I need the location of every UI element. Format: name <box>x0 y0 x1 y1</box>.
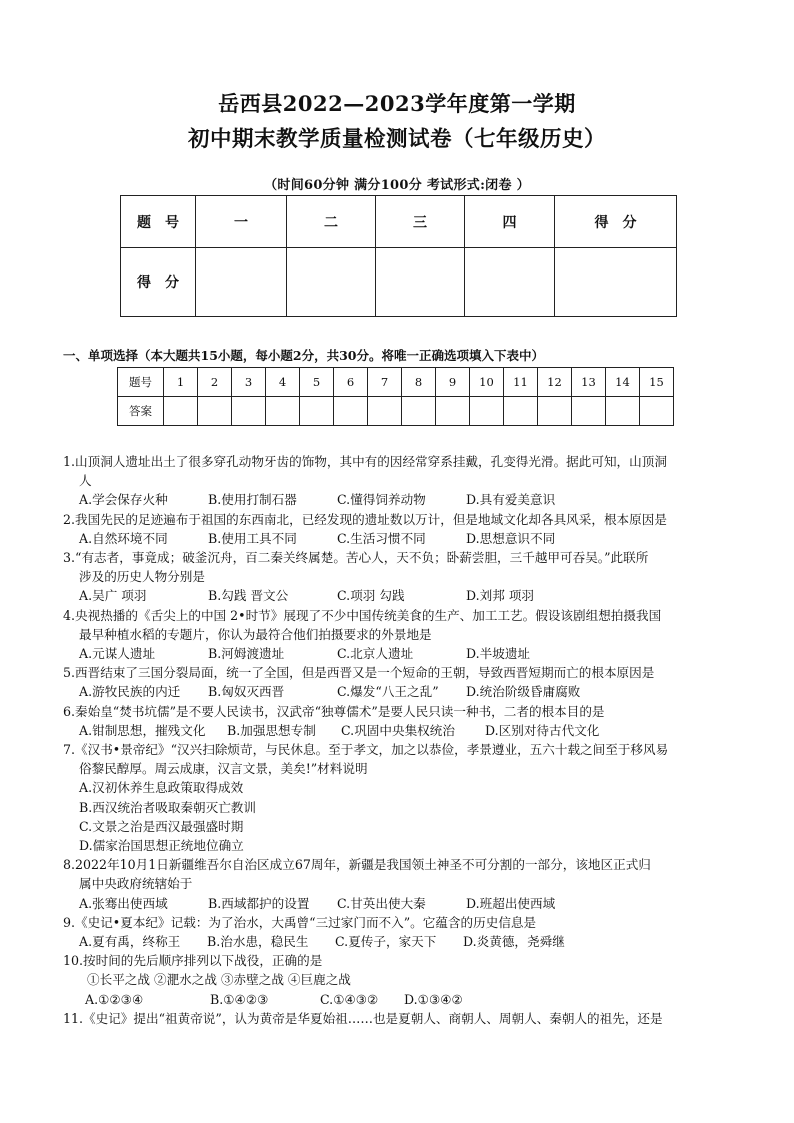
answer-cell[interactable] <box>232 397 266 426</box>
option-a[interactable]: A.元谋人遗址 <box>79 646 156 662</box>
option-b[interactable]: B.匈奴灭西晋 <box>208 684 285 700</box>
answer-row-answer-label: 答案 <box>118 397 164 426</box>
answer-number: 3 <box>232 368 266 397</box>
answer-table <box>117 367 674 426</box>
answer-number: 15 <box>640 368 674 397</box>
option-c[interactable]: C.①④③② <box>320 991 379 1007</box>
answer-number: 11 <box>504 368 538 397</box>
answer-cell[interactable] <box>640 397 674 426</box>
exam-title-line2: 初中期末教学质量检测试卷（七年级历史） <box>187 127 606 152</box>
option-d[interactable]: D.儒家治国思想正统地位确立 <box>79 838 244 854</box>
answer-number: 6 <box>334 368 368 397</box>
question-stem: 2.我国先民的足迹遍布于祖国的东西南北，已经发现的遗址数以万计，但是地域文化却各具风采，根本原因是 <box>63 511 667 527</box>
question-options <box>63 682 735 701</box>
option-a[interactable]: A.张骞出使西域 <box>79 895 168 911</box>
option-d[interactable]: D.炎黄德，尧舜继 <box>463 934 565 950</box>
question-stem-cont: 俗黎民醇厚。周云成康，汉言文景，美矣!”材料说明 <box>79 761 368 777</box>
option-d[interactable]: D.具有爱美意识 <box>466 492 556 508</box>
question-items: ①长平之战 ②淝水之战 ③赤壁之战 ④巨鹿之战 <box>87 972 351 988</box>
question-stem: 6.秦始皇“焚书坑儒”是不要人民读书，汉武帝“独尊儒术”是要人民只读一种书，二者的根本目的是 <box>63 703 605 719</box>
answer-number: 7 <box>368 368 402 397</box>
answer-number: 14 <box>606 368 640 397</box>
option-a[interactable]: A.夏有禹，终称王 <box>79 934 181 950</box>
question-stem-cont: 最早种植水稻的专题片，你认为最符合他们拍摄要求的外景地是 <box>79 626 432 642</box>
question-options <box>63 586 735 605</box>
question-options <box>63 932 735 951</box>
answer-cell[interactable] <box>368 397 402 426</box>
option-d[interactable]: D.班超出使西域 <box>466 895 556 911</box>
answer-row-number-label: 题号 <box>118 368 164 397</box>
option-c[interactable]: C.懂得饲养动物 <box>337 492 426 508</box>
score-header-part1: 一 <box>196 196 287 248</box>
option-d[interactable]: D.区别对待古代文化 <box>485 722 600 738</box>
option-d[interactable]: D.统治阶级昏庸腐败 <box>466 684 581 700</box>
score-cell[interactable] <box>376 248 465 317</box>
option-a[interactable]: A.游牧民族的内迁 <box>79 684 181 700</box>
score-header-label: 题 号 <box>121 196 196 248</box>
option-b[interactable]: B.西域都护的设置 <box>208 895 310 911</box>
question-stem: 1.山顶洞人遗址出土了很多穿孔动物牙齿的饰物，其中有的因经常穿系挂戴，孔变得光滑。据此可知，山顶洞 <box>63 454 667 469</box>
question-stem: 11.《史记》提出“祖黄帝说”，认为黄帝是华夏始祖……也是夏朝人、商朝人、周朝人、秦朝人的祖先，还是 <box>63 1010 663 1026</box>
answer-number: 12 <box>538 368 572 397</box>
question-options <box>63 644 735 663</box>
option-d[interactable]: D.思想意识不同 <box>466 530 556 546</box>
option-a[interactable]: A.汉初休养生息政策取得成效 <box>79 780 244 796</box>
question-options <box>63 490 735 509</box>
option-b[interactable]: B.使用打制石器 <box>208 492 297 508</box>
question-7 <box>63 740 735 855</box>
score-cell[interactable] <box>555 248 677 317</box>
answer-number: 8 <box>402 368 436 397</box>
question-stem-cont: 涉及的历史人物分别是 <box>79 569 205 585</box>
option-c[interactable]: C.甘英出使大秦 <box>337 895 426 911</box>
answer-number: 5 <box>300 368 334 397</box>
answer-cell[interactable] <box>436 397 470 426</box>
option-c[interactable]: C.项羽 勾践 <box>337 588 405 604</box>
option-c[interactable]: C.生活习惯不同 <box>337 530 426 546</box>
question-stem-cont: 人 <box>79 473 92 489</box>
score-table <box>120 195 677 317</box>
question-options <box>63 894 735 913</box>
option-a[interactable]: A.自然环境不同 <box>79 530 168 546</box>
question-5 <box>63 663 735 701</box>
answer-number: 9 <box>436 368 470 397</box>
question-stem: 9.《史记•夏本纪》记载：为了治水，大禹曾“三过家门而不入”。它蕴含的历史信息是 <box>63 914 537 930</box>
answer-number: 10 <box>470 368 504 397</box>
question-8 <box>63 855 735 913</box>
question-options <box>63 778 735 855</box>
question-stem: 3.“有志者，事竟成；破釜沉舟，百二秦关终属楚。苦心人，天不负；卧薪尝胆，三千越甲可吞吴。”此联所 <box>63 550 649 566</box>
answer-number: 1 <box>164 368 198 397</box>
question-stem: 10.按时间的先后顺序排列以下战役，正确的是 <box>63 953 323 969</box>
score-cell[interactable] <box>196 248 287 317</box>
option-d[interactable]: D.①③④② <box>404 991 463 1007</box>
score-header-total: 得 分 <box>555 196 677 248</box>
question-stem: 4.央视热播的《舌尖上的中国 2•时节》展现了不少中国传统美食的生产、加工工艺。假设该剧组想拍摄我国 <box>63 607 662 623</box>
score-cell[interactable] <box>287 248 376 317</box>
score-cell[interactable] <box>465 248 555 317</box>
option-b[interactable]: B.河姆渡遗址 <box>208 646 285 662</box>
option-c[interactable]: C.爆发“八王之乱” <box>337 684 439 700</box>
question-11 <box>63 1009 735 1028</box>
option-d[interactable]: D.刘邦 项羽 <box>466 588 535 604</box>
answer-cell[interactable] <box>402 397 436 426</box>
section1-heading: 一、单项选择（本大题共15小题，每小题2分，共30分。将唯一正确选项填入下表中） <box>63 348 544 363</box>
answer-cell[interactable] <box>198 397 232 426</box>
option-b[interactable]: B.使用工具不同 <box>208 530 297 546</box>
question-stem: 7.《汉书•景帝纪》“汉兴扫除烦苛，与民休息。至于孝文，加之以恭俭，孝景遵业，五六十载之间至于移风易 <box>63 742 669 758</box>
question-9 <box>63 913 735 951</box>
exam-title-line1: 岳西县2022—2023学年度第一学期 <box>218 91 576 116</box>
question-10 <box>63 951 735 1009</box>
question-4 <box>63 606 735 664</box>
option-c[interactable]: C.夏传子，家天下 <box>335 934 437 950</box>
option-a[interactable]: A.学会保存火种 <box>79 492 168 508</box>
option-b[interactable]: B.加强思想专制 <box>227 722 316 738</box>
score-header-part4: 四 <box>465 196 555 248</box>
option-b[interactable]: B.西汉统治者吸取秦朝灭亡教训 <box>79 799 256 815</box>
question-options <box>63 721 735 740</box>
answer-cell[interactable] <box>504 397 538 426</box>
option-b[interactable]: B.勾践 晋文公 <box>208 588 289 604</box>
score-header-part2: 二 <box>287 196 376 248</box>
question-2 <box>63 510 735 548</box>
question-stem-cont: 属中央政府统辖始于 <box>79 876 193 892</box>
score-row-label: 得 分 <box>121 248 196 317</box>
option-c[interactable]: C.文景之治是西汉最强盛时期 <box>79 818 244 834</box>
question-options <box>63 990 735 1009</box>
question-options <box>63 529 735 548</box>
exam-info: （时间60分钟 满分100分 考试形式:闭卷 ） <box>264 178 530 193</box>
score-header-part3: 三 <box>376 196 465 248</box>
answer-cell[interactable] <box>300 397 334 426</box>
answer-cell[interactable] <box>572 397 606 426</box>
answer-cell[interactable] <box>470 397 504 426</box>
question-3 <box>63 548 735 606</box>
option-d[interactable]: D.半坡遗址 <box>466 646 531 662</box>
question-6 <box>63 702 735 740</box>
answer-number: 13 <box>572 368 606 397</box>
answer-cell[interactable] <box>334 397 368 426</box>
answer-cell[interactable] <box>164 397 198 426</box>
question-stem: 5.西晋结束了三国分裂局面，统一了全国，但是西晋又是一个短命的王朝，导致西晋短期而亡的根本原因是 <box>63 665 655 681</box>
answer-cell[interactable] <box>606 397 640 426</box>
answer-number: 4 <box>266 368 300 397</box>
answer-cell[interactable] <box>538 397 572 426</box>
option-c[interactable]: C.巩固中央集权统治 <box>341 722 455 738</box>
option-c[interactable]: C.北京人遗址 <box>337 646 414 662</box>
option-a[interactable]: A.钳制思想，摧残文化 <box>79 722 206 738</box>
option-b[interactable]: B.①④②③ <box>210 991 269 1007</box>
option-b[interactable]: B.治水患，稳民生 <box>207 934 309 950</box>
answer-number: 2 <box>198 368 232 397</box>
question-1 <box>63 452 735 510</box>
answer-cell[interactable] <box>266 397 300 426</box>
option-a[interactable]: A.①②③④ <box>85 991 144 1007</box>
question-stem: 8.2022年10月1日新疆维吾尔自治区成立67周年，新疆是我国领土神圣不可分割的一部分，该地区正式归 <box>63 857 651 873</box>
option-a[interactable]: A.吴广 项羽 <box>79 588 147 604</box>
question-list <box>63 452 735 1028</box>
